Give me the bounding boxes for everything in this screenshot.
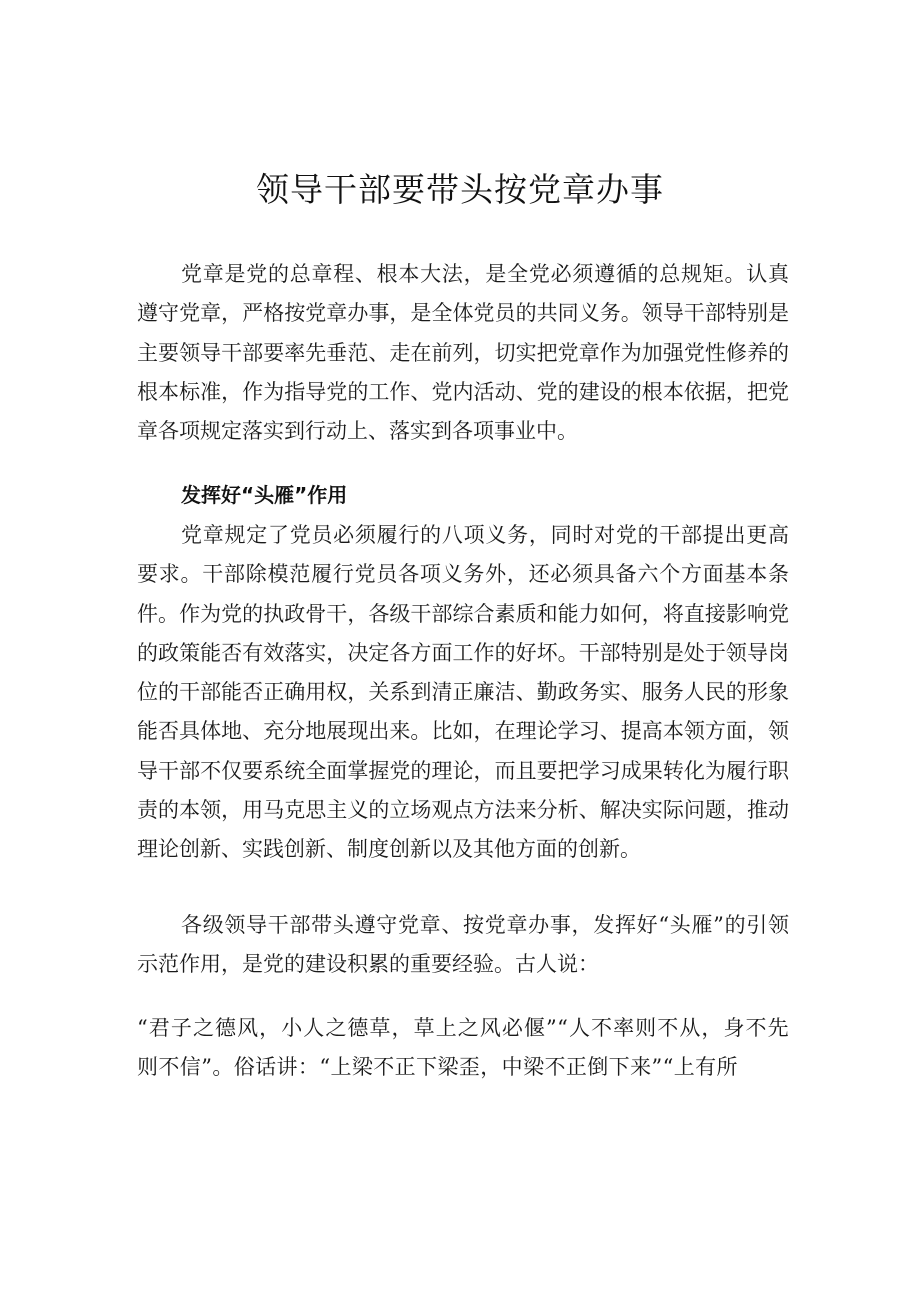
paragraph-lead-by-example: 各级领导干部带头遵守党章、按党章办事，发挥好“头雁”的引领示范作用，是党的建设积累的重要经验。古人说：: [137, 913, 789, 977]
section-heading: 发挥好“头雁”作用: [181, 483, 348, 507]
document-title: 领导干部要带头按党章办事: [256, 170, 664, 209]
paragraph-intro: 党章是党的总章程、根本大法，是全党必须遵循的总规矩。认真遵守党章，严格按党章办事，是全体党员的共同义务。领导干部特别是主要领导干部要率先垂范、走在前列，切实把党章作为加强党性修养的根本标准，作为指导党的工作、党内活动、党的建设的根本依据，把党章各项规定落实到行动上、落实到各项事业中。: [137, 262, 789, 444]
paragraph-party-duties: 党章规定了党员必须履行的八项义务，同时对党的干部提出更高要求。干部除模范履行党员各项义务外，还必须具备六个方面基本条件。作为党的执政骨干，各级干部综合素质和能力如何，将直接影响党的政策能否有效落实，决定各方面工作的好坏。干部特别是处于领导岗位的干部能否正确用权，关系到清正廉洁、勤政务实、服务人民的形象能否具体地、充分地展现出来。比如，在理论学习、提高本领方面，领导干部不仅要系统全面掌握党的理论，而且要把学习成果转化为履行职责的本领，用马克思主义的立场观点方法来分析、解决实际问题，推动理论创新、实践创新、制度创新以及其他方面的创新。: [137, 523, 789, 862]
paragraph-quotations: “君子之德风，小人之德草，草上之风必偃”“人不率则不从，身不先则不信”。俗话讲：“上梁不正下梁歪，中梁不正倒下来”“上有所: [137, 1016, 789, 1080]
